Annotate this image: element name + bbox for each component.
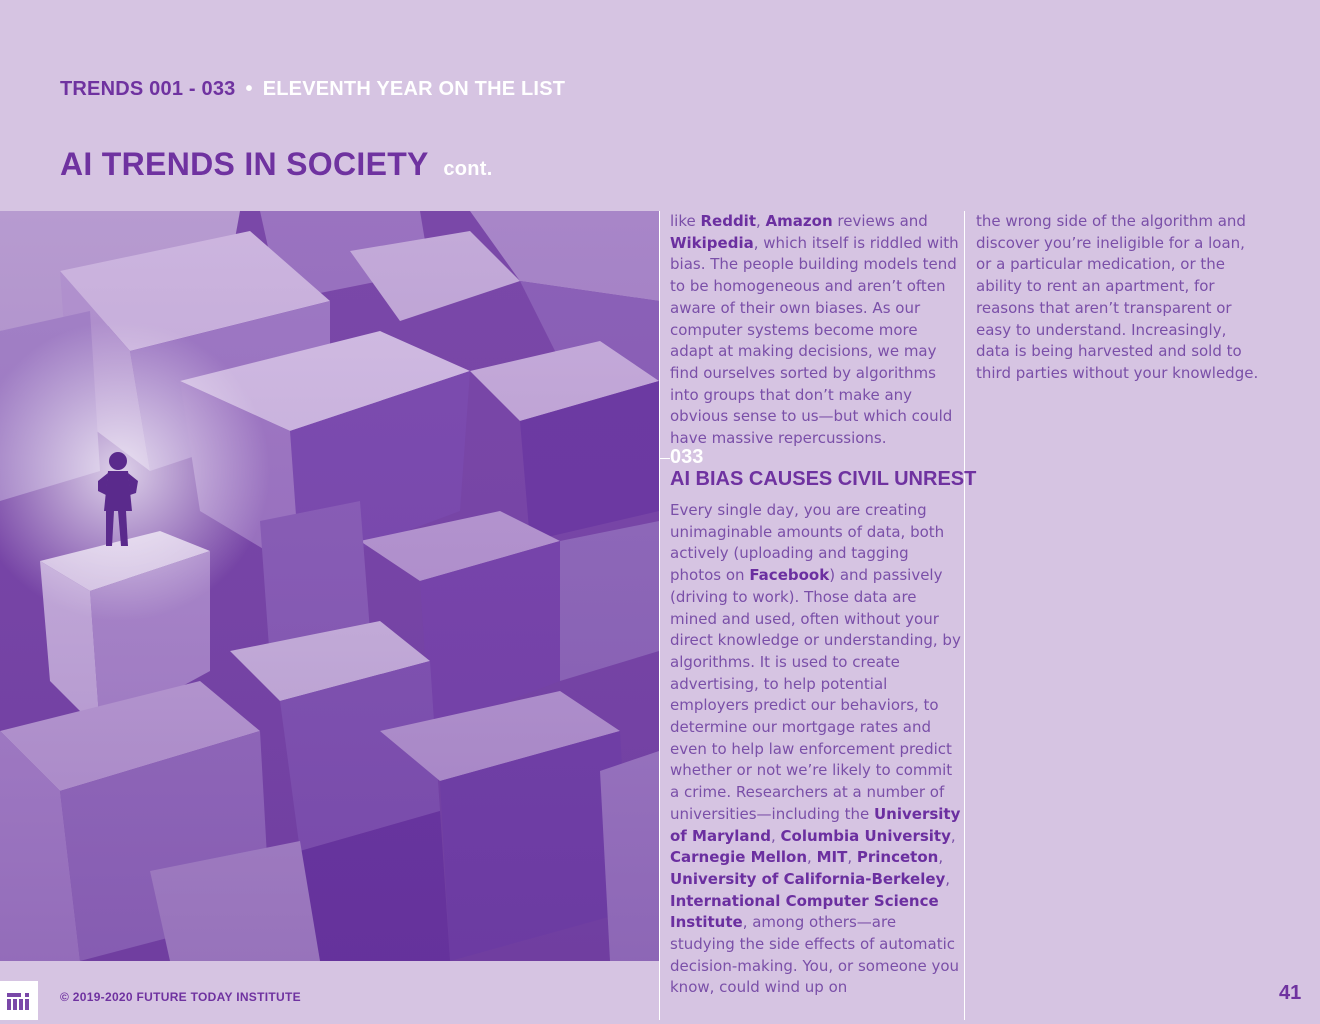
hero-illustration [0,211,659,961]
named-entity: University of Maryland [670,804,961,845]
trend-number: 033 [670,446,704,468]
trend-title: AI BIAS CAUSES CIVIL UNREST [670,468,977,490]
named-entity: Reddit [700,212,756,230]
column-divider-left [659,211,660,1020]
named-entity: Princeton [856,848,939,867]
trend-body-continued: the wrong side of the algorithm and discover you’re ineligible for a loan, or a particular medication, or the ability to rent an apartment, for reasons that aren’t transparent or easy to understand. Increasingly, data is being harvested and sold to third parties without your knowledge. [976,212,1259,382]
body-column-1-main [670,500,962,999]
named-entity: International Computer Science Institute [670,891,939,932]
named-entity: Facebook [749,566,830,585]
cube-maze-illustration [0,211,659,961]
section-kicker [60,78,565,101]
page-title-main: AI TRENDS IN SOCIETY [60,146,429,182]
fti-logo [0,981,38,1020]
page-title-suffix: cont. [443,158,493,180]
footer-copyright: © 2019-2020 FUTURE TODAY INSTITUTE [60,990,301,1004]
named-entity: MIT [816,848,848,867]
named-entity: Carnegie Mellon [670,848,808,867]
kicker-trend-range: TRENDS 001 - 033 [60,78,236,100]
body-column-2 [976,211,1262,385]
page-number: 41 [1279,982,1302,1004]
trend-body-paragraph: Every single day, you are creating unimaginable amounts of data, both actively (uploading and tagging photos on Facebook) and passively (driving to work). Those data are mined and used, often without your direct knowledge or understanding, by algorithms. It is used to create advertising, to help potential employers predict our behaviors, to determine our mortgage rates and even to help law enforcement predict whether or not we’re likely to commit a crime. Researchers at a number of universities—including the University of Maryland, Columbia University, Carnegie Mellon, MIT, Princeton, University of California-Berkeley, International Computer Science Institute, among others—are studying the side effects of automatic decision-making. You, or someone you know, could wind up on [670,501,961,997]
page-title [60,146,493,183]
named-entity: Columbia University [780,826,951,845]
kicker-separator: • [245,78,253,100]
trend-number-tick [660,458,670,459]
body-column-1-intro [670,211,962,450]
intro-paragraph: like Reddit, Amazon reviews and Wikipedia, which itself is riddled with bias. The people building models tend to be homogeneous and aren’t often aware of their own biases. As our computer systems become more adapt at making decisions, we may find ourselves sorted by algorithms into groups that don’t make any obvious sense to us—but which could have massive repercussions. [670,212,959,448]
named-entity: Amazon [765,212,833,230]
kicker-note: ELEVENTH YEAR ON THE LIST [262,78,566,100]
named-entity: University of California-Berkeley [670,869,946,888]
named-entity: Wikipedia [670,233,754,252]
fti-logo-icon [0,981,38,1020]
column-divider-right [964,211,965,1020]
